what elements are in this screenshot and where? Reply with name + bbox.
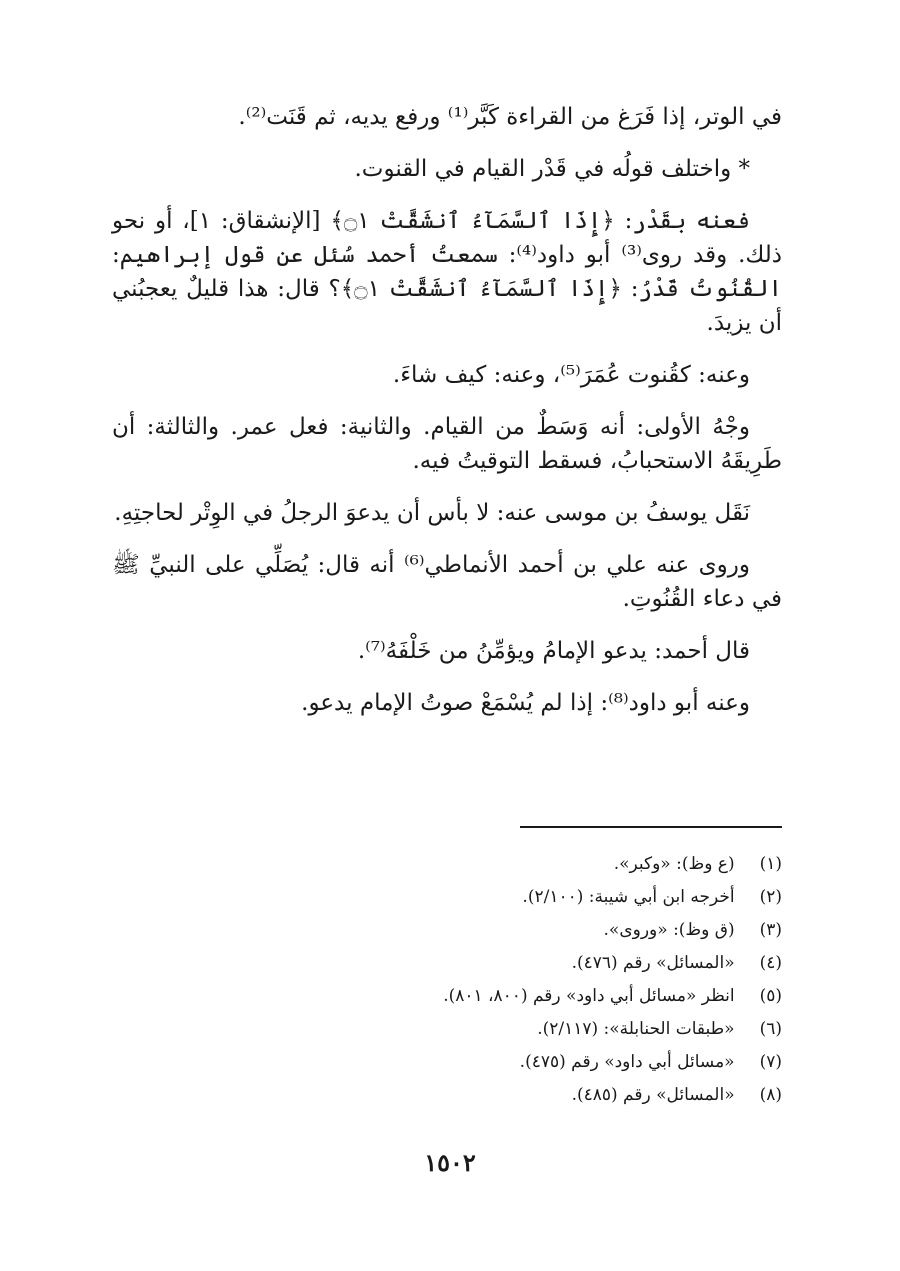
footnote-item (112, 1046, 782, 1079)
footnote-divider (520, 826, 782, 828)
paragraph-first-narration: فعنه بقَدْر: ﴿إِذَا ٱلسَّمَآءُ ٱنشَقَّتْ ۝١﴾ [الإنشقاق: ١]، أو نحو ذلك. وقد روى⁽³⁾ أبو داود⁽⁴⁾: سمعتُ أحمد سُئل عن قول إبراهيم: القُنُوتُ قَدْرُ: ﴿إِذَا ٱلسَّمَآءُ ٱنشَقَّتْ ۝١﴾؟ قال: هذا قليلٌ يعجبُني أن يزيدَ. (112, 208, 783, 336)
footnote-number: (١) (759, 854, 782, 874)
footnote-text: «المسائل» رقم (٤٨٥). (571, 1085, 735, 1105)
paragraph-umar-qunut: وعنه: كقُنوت عُمَرَ⁽⁵⁾، وعنه: كيف شاءَ. (392, 362, 750, 388)
footnote-number: (٢) (759, 887, 782, 907)
footnote-text: انظر «مسائل أبي داود» رقم (٨٠٠، ٨٠١). (443, 986, 735, 1006)
footnote-text: «المسائل» رقم (٤٧٦). (571, 953, 735, 973)
footnote-item (112, 947, 782, 980)
paragraph-witr-qunut: في الوتر، إذا فَرَغ من القراءة كَبَّر⁽¹⁾ ورفع يديه، ثم قَنَت⁽²⁾. (238, 104, 782, 130)
footnote-number: (٦) (759, 1019, 782, 1039)
paragraph-ahmad-saying: قال أحمد: يدعو الإمامُ ويؤمِّنُ من خَلْفَهُ⁽⁷⁾. (357, 638, 750, 664)
footnote-item (112, 980, 782, 1013)
footnote-item (112, 1013, 782, 1046)
footnote-item (112, 914, 782, 947)
footnote-text: (ق وظ): «وروى». (603, 920, 735, 940)
footnote-number: (٧) (759, 1052, 782, 1072)
footnote-number: (٨) (759, 1085, 782, 1105)
footnote-number: (٤) (759, 953, 782, 973)
footnote-item (112, 848, 782, 881)
paragraph-yusuf-narration: نَقَل يوسفُ بن موسى عنه: لا بأس أن يدعوَ الرجلُ في الوِتْر لحاجتِهِ. (114, 500, 750, 526)
paragraph-disagreement: * واختلف قولُه في قَدْر القيام في القنوت. (354, 156, 750, 182)
footnote-text: أخرجه ابن أبي شيبة: (٢/١٠٠). (522, 887, 735, 907)
footnote-text: (ع وظ): «وكبر». (613, 854, 735, 874)
paragraph-abu-dawud-narration: وعنه أبو داود⁽⁸⁾: إذا لم يُسْمَعْ صوتُ الإمام يدعو. (301, 690, 750, 716)
footnote-text: «مسائل أبي داود» رقم (٤٧٥). (519, 1052, 735, 1072)
footnote-text: «طبقات الحنابلة»: (٢/١١٧). (537, 1019, 735, 1039)
footnote-number: (٣) (759, 920, 782, 940)
footnotes-list (112, 848, 782, 1112)
paragraph-reasons: وجْهُ الأولى: أنه وَسَطٌ من القيام. والثانية: فعل عمر. والثالثة: أن طَرِيقَهُ الاستحبابُ، فسقط التوقيتُ فيه. (112, 414, 782, 474)
footnote-number: (٥) (759, 986, 782, 1006)
main-text-block (112, 100, 782, 738)
footnote-item (112, 1079, 782, 1112)
page-number: ١٥٠٢ (424, 1148, 476, 1177)
paragraph-anmati-narration: وروى عنه علي بن أحمد الأنماطي⁽⁶⁾ أنه قال: يُصَلِّي على النبيِّ ﷺ في دعاء القُنُوتِ. (112, 552, 782, 612)
footnote-item (112, 881, 782, 914)
